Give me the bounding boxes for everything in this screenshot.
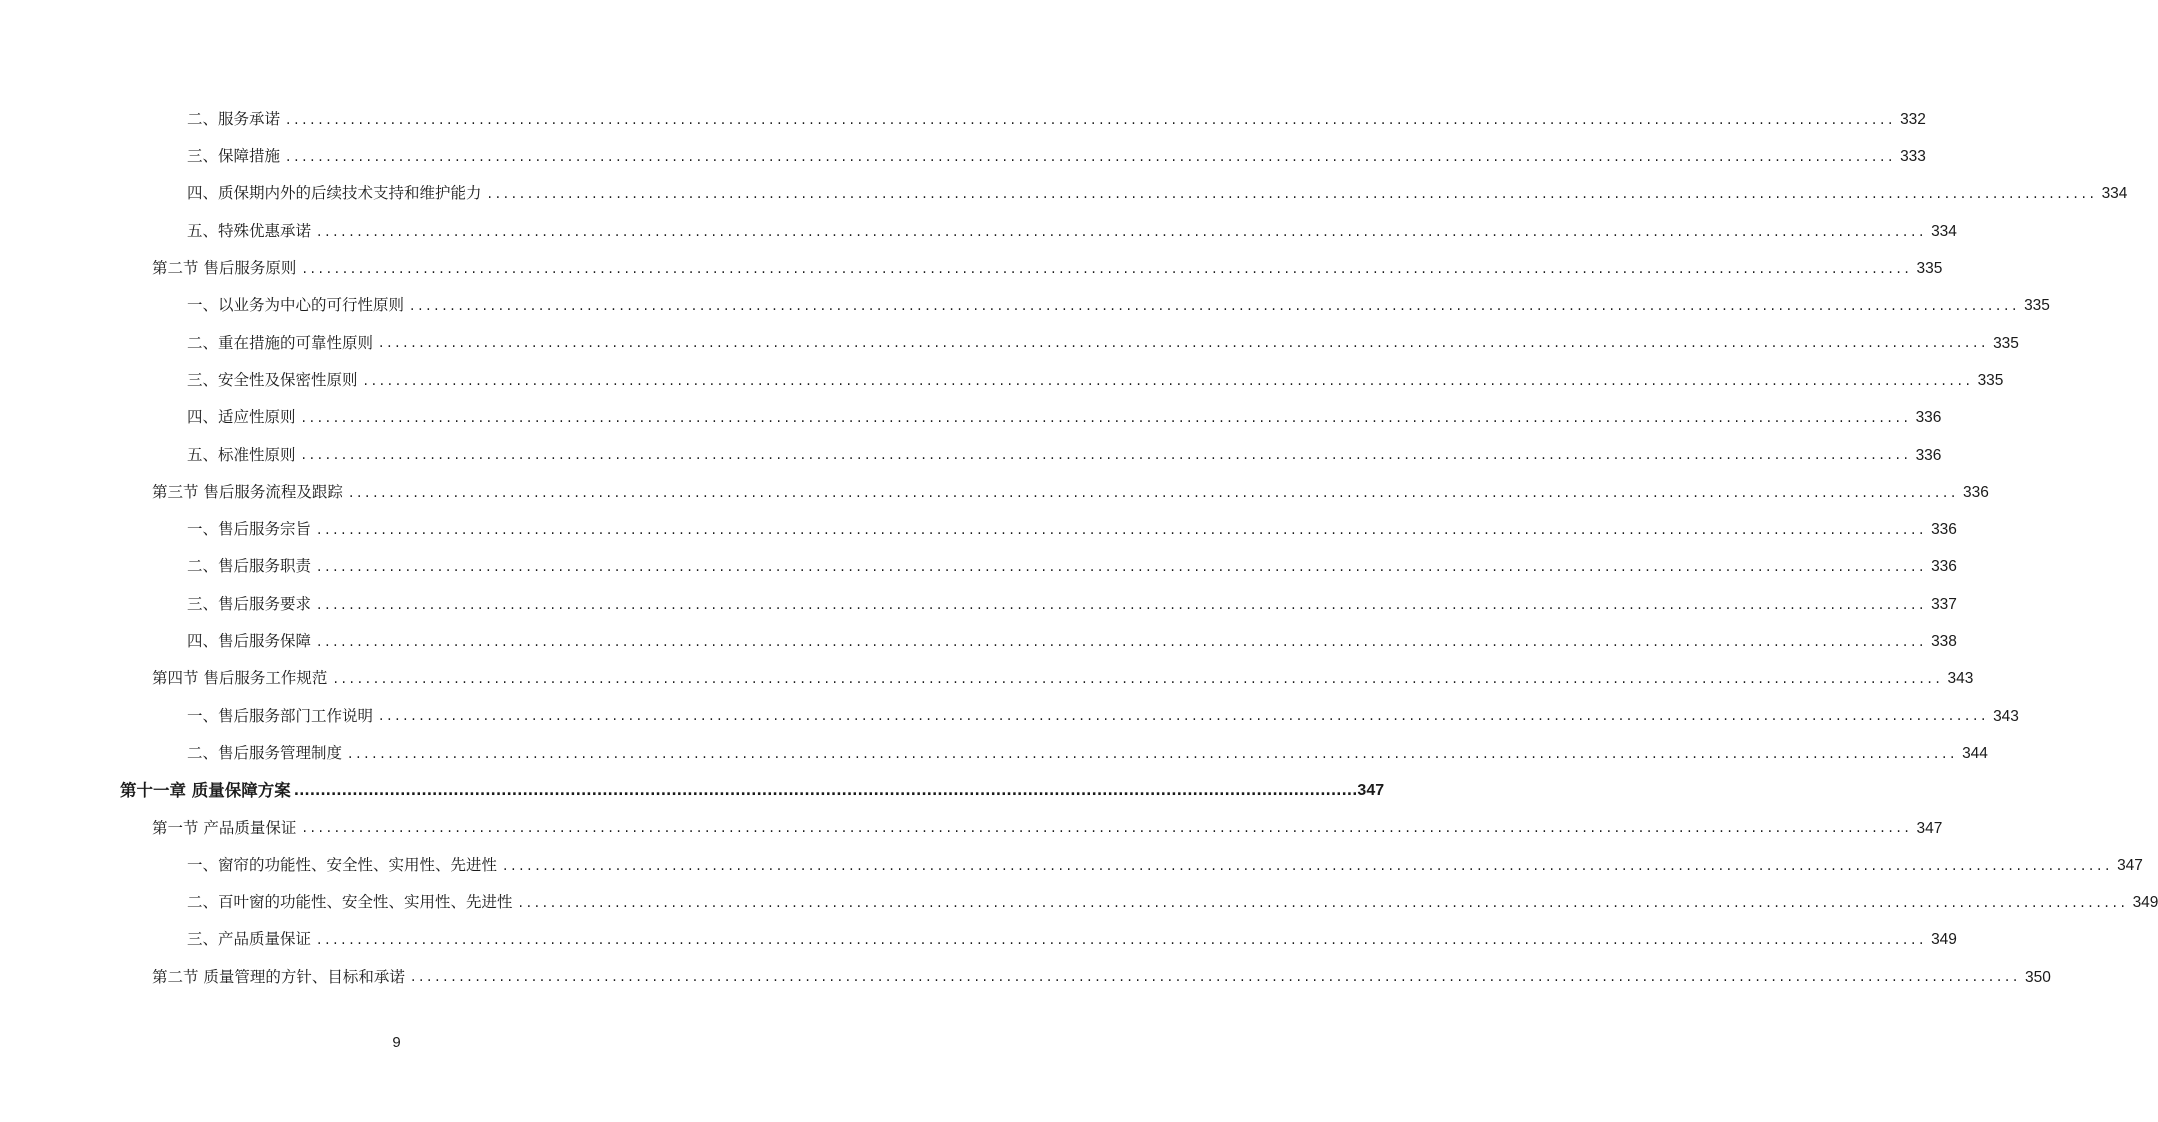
toc-entry-sub[interactable] (0, 623, 1957, 660)
toc-entry-page-number: 347 (2117, 856, 2143, 874)
toc-entry-sub[interactable] (0, 138, 1926, 175)
toc-entry-page-number: 347 (1916, 819, 1943, 837)
toc-dot-leader: ........................................................................................................................................................................................................ (333, 671, 1944, 688)
toc-entry-section[interactable] (0, 474, 1989, 511)
toc-dot-leader: ........................................................................................................................................................................................................ (286, 111, 1897, 128)
toc-dot-leader: ........................................................................................................................................................................................................ (348, 745, 1959, 762)
toc-entry-title: 三、产品质量保证 (187, 930, 312, 949)
toc-entry-page-number: 335 (1993, 334, 2019, 352)
toc-entry-title: 第四节 售后服务工作规范 (152, 669, 328, 688)
table-of-contents (0, 101, 2158, 996)
toc-dot-leader: ........................................................................................................................................................................................................ (317, 633, 1928, 650)
toc-entry-title: 三、保障措施 (187, 147, 281, 166)
toc-entry-sub[interactable] (0, 884, 2158, 921)
toc-dot-leader: ........................................................................................................................................................................................................ (301, 410, 1912, 427)
toc-entry-page-number: 335 (1977, 371, 2004, 389)
toc-dot-leader: ........................................................................................................................................................................................................ (317, 521, 1928, 538)
toc-entry-page-number: 334 (1931, 222, 1957, 240)
toc-dot-leader: ........................................................................................................................................................................................................ (410, 969, 2021, 986)
toc-entry-sub[interactable] (0, 698, 2019, 735)
toc-dot-leader: ........................................................................................................................................................................................................ (363, 372, 1974, 389)
toc-entry-title: 第二节 质量管理的方针、目标和承诺 (152, 967, 405, 986)
toc-entry-sub[interactable] (0, 586, 1957, 623)
toc-entry-page-number: 336 (1931, 521, 1957, 539)
toc-entry-page-number: 334 (2101, 185, 2128, 203)
toc-dot-leader: ........................................................................................................................................................................................................ (317, 223, 1928, 240)
toc-entry-title: 一、售后服务部门工作说明 (187, 706, 374, 725)
toc-entry-title: 第二节 售后服务原则 (152, 259, 297, 278)
toc-entry-page-number: 336 (1915, 446, 1942, 464)
toc-entry-sub[interactable] (0, 511, 1957, 548)
toc-entry-sub[interactable] (0, 213, 1957, 250)
toc-entry-page-number: 336 (1915, 409, 1942, 427)
toc-dot-leader: ........................................................................................................................................................................................................ (317, 932, 1928, 949)
toc-entry-title: 二、服务承诺 (187, 109, 281, 128)
toc-entry-sub[interactable] (0, 399, 1942, 436)
toc-entry-sub[interactable] (0, 735, 1988, 772)
toc-entry-title: 第一节 产品质量保证 (152, 818, 297, 837)
toc-dot-leader: ........................................................................................................................................................................................................ (379, 335, 1990, 352)
toc-entry-page-number: 333 (1900, 148, 1926, 166)
toc-entry-page-number: 336 (1931, 558, 1957, 576)
toc-entry-section[interactable] (0, 660, 1974, 697)
toc-entry-title: 五、标准性原则 (187, 445, 296, 464)
toc-entry-sub[interactable] (0, 922, 1957, 959)
toc-entry-section[interactable] (0, 250, 1943, 287)
toc-dot-leader: ........................................................................................................................................................................................................ (293, 782, 1358, 799)
toc-dot-leader: ........................................................................................................................................................................................................ (487, 186, 2098, 203)
toc-entry-title: 四、适应性原则 (187, 408, 296, 427)
toc-entry-sub[interactable] (0, 325, 2019, 362)
toc-dot-leader: ........................................................................................................................................................................................................ (410, 298, 2021, 315)
toc-entry-sub[interactable] (0, 101, 1926, 138)
toc-entry-page-number: 336 (1962, 483, 1989, 501)
toc-entry-title: 第三节 售后服务流程及跟踪 (152, 482, 343, 501)
toc-dot-leader: ........................................................................................................................................................................................................ (518, 894, 2129, 911)
toc-entry-title: 一、售后服务宗旨 (187, 520, 312, 539)
toc-entry-page-number: 335 (1916, 260, 1943, 278)
toc-entry-section[interactable] (0, 959, 2051, 996)
toc-entry-sub[interactable] (0, 847, 2143, 884)
toc-entry-title: 四、质保期内外的后续技术支持和维护能力 (187, 184, 482, 203)
toc-dot-leader: ........................................................................................................................................................................................................ (317, 596, 1928, 613)
toc-entry-title: 二、重在措施的可靠性原则 (187, 333, 374, 352)
toc-entry-title: 三、安全性及保密性原则 (187, 370, 358, 389)
toc-dot-leader: ........................................................................................................................................................................................................ (348, 484, 1959, 501)
toc-entry-title: 二、百叶窗的功能性、安全性、实用性、先进性 (187, 893, 513, 912)
toc-entry-title: 二、售后服务管理制度 (187, 743, 343, 762)
toc-entry-page-number: 332 (1900, 110, 1926, 128)
toc-entry-section[interactable] (0, 810, 1943, 847)
toc-entry-sub[interactable] (0, 437, 1942, 474)
toc-entry-title: 一、以业务为中心的可行性原则 (187, 296, 405, 315)
toc-entry-page-number: 349 (1931, 931, 1957, 949)
toc-entry-page-number: 343 (1947, 670, 1974, 688)
toc-dot-leader: ........................................................................................................................................................................................................ (286, 148, 1897, 165)
toc-dot-leader: ........................................................................................................................................................................................................ (302, 260, 1913, 277)
toc-dot-leader: ........................................................................................................................................................................................................ (503, 857, 2114, 874)
toc-entry-page-number: 347 (1357, 781, 1385, 799)
toc-entry-page-number: 349 (2132, 894, 2158, 912)
toc-entry-sub[interactable] (0, 549, 1957, 586)
toc-entry-sub[interactable] (0, 176, 2128, 213)
toc-entry-title: 一、窗帘的功能性、安全性、实用性、先进性 (187, 855, 498, 874)
toc-entry-title: 第十一章 质量保障方案 (120, 780, 291, 800)
toc-entry-page-number: 337 (1931, 595, 1957, 613)
toc-entry-chapter[interactable] (0, 772, 1385, 809)
toc-entry-page-number: 335 (2024, 297, 2050, 315)
toc-entry-sub[interactable] (0, 362, 2004, 399)
toc-entry-page-number: 344 (1962, 744, 1988, 762)
page-number: 9 (392, 1034, 401, 1051)
toc-entry-page-number: 338 (1931, 633, 1957, 651)
toc-dot-leader: ........................................................................................................................................................................................................ (317, 559, 1928, 576)
toc-dot-leader: ........................................................................................................................................................................................................ (302, 820, 1913, 837)
toc-entry-page-number: 350 (2024, 968, 2051, 986)
toc-entry-title: 四、售后服务保障 (187, 632, 312, 651)
toc-entry-title: 三、售后服务要求 (187, 594, 312, 613)
toc-entry-title: 二、售后服务职责 (187, 557, 312, 576)
toc-entry-page-number: 343 (1993, 707, 2019, 725)
toc-dot-leader: ........................................................................................................................................................................................................ (379, 708, 1990, 725)
toc-entry-sub[interactable] (0, 287, 2050, 324)
toc-entry-title: 五、特殊优惠承诺 (187, 221, 312, 240)
toc-dot-leader: ........................................................................................................................................................................................................ (301, 447, 1912, 464)
